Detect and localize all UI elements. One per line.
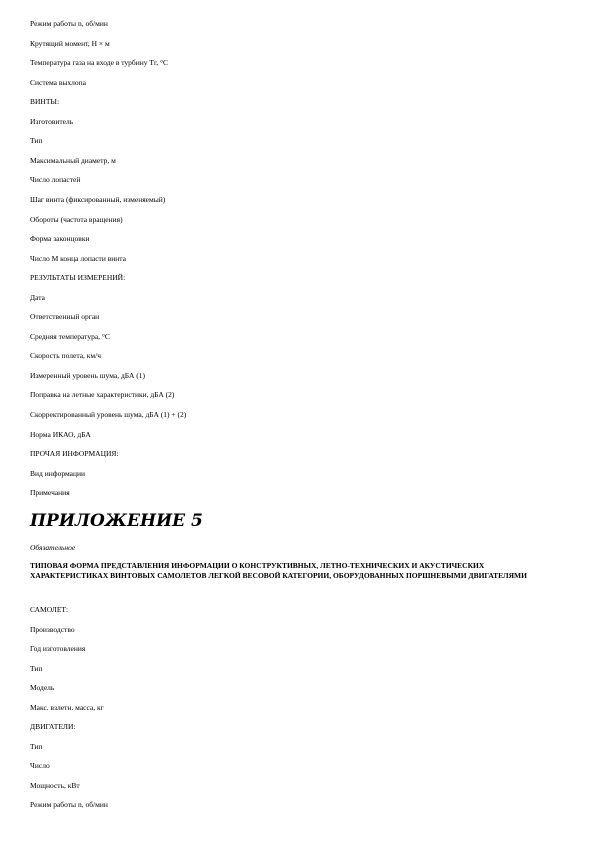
form-field-line: ВИНТЫ:	[30, 97, 60, 107]
form-field-line: Обороты (частота вращения)	[30, 214, 123, 224]
form-field-line: Производство	[30, 624, 75, 634]
form-field-line: Дата	[30, 292, 45, 302]
form-field-line: Число	[30, 761, 50, 770]
form-field-line: Крутящий момент, Н × м	[30, 38, 110, 48]
form-field-line: САМОЛЕТ:	[30, 605, 69, 614]
form-field-line: РЕЗУЛЬТАТЫ ИЗМЕРЕНИЙ:	[30, 273, 126, 283]
form-field-line: Форма законцовки	[30, 234, 90, 244]
form-field-line: Температура газа на входе в турбину Тг, °С	[30, 58, 168, 68]
form-field-line: Шаг винта (фиксированный, изменяемый)	[30, 194, 166, 204]
form-field-line: Тип	[30, 663, 43, 673]
form-field-line: Тип	[30, 136, 43, 146]
form-field-line: Режим работы n, об/мин	[30, 800, 108, 809]
form-field-line: Год изготовления	[30, 644, 86, 653]
form-field-line: Максимальный диаметр, м	[30, 155, 116, 165]
form-field-line: Режим работы n, об/мин	[30, 19, 108, 28]
form-field-line: Норма ИКАО, дБА	[30, 429, 91, 439]
form-field-line: Мощность, кВт	[30, 780, 80, 790]
form-field-line: Поправка на летные характеристики, дБА (2)	[30, 390, 175, 400]
form-field-line: Измеренный уровень шума, дБА (1)	[30, 370, 146, 380]
form-field-line: Примечания	[30, 488, 70, 498]
form-field-line: Скорость полета, км/ч	[30, 351, 102, 361]
appendix-status: Обязательное	[30, 543, 76, 552]
form-field-line: Ответственный орган	[30, 312, 100, 322]
form-field-line: Вид информации	[30, 468, 86, 478]
form-field-line: Скорректированный уровень шума, дБА (1) + (2)	[30, 410, 187, 419]
form-field-line: Макс. взлетн. масса, кг	[30, 702, 104, 712]
form-field-line: Модель	[30, 683, 55, 692]
form-field-line: Изготовитель	[30, 116, 74, 126]
form-field-line: Число М конца лопасти винта	[30, 253, 126, 263]
form-field-line: Тип	[30, 741, 43, 751]
form-field-line: Система выхлопа	[30, 77, 87, 87]
form-title: ТИПОВАЯ ФОРМА ПРЕДСТАВЛЕНИЯ ИНФОРМАЦИИ О КОНСТРУКТИВНЫХ, ЛЕТНО-ТЕХНИЧЕСКИХ И АКУСТИЧЕСКИХ ХАРАКТЕРИСТИКАХ ВИНТОВЫХ САМОЛЕТОВ ЛЕГКОЙ ВЕСОВОЙ КАТЕГОРИИ, ОБОРУДОВАННЫХ ПОРШНЕВЫМИ ДВИГАТЕЛЯМИ	[30, 561, 527, 580]
form-field-line: ДВИГАТЕЛИ:	[30, 722, 76, 731]
form-field-line: ПРОЧАЯ ИНФОРМАЦИЯ:	[30, 449, 119, 459]
appendix-title: ПРИЛОЖЕНИЕ 5	[30, 511, 203, 531]
form-field-line: Число лопастей	[30, 175, 81, 185]
form-field-line: Средняя температура, °С	[30, 331, 110, 341]
